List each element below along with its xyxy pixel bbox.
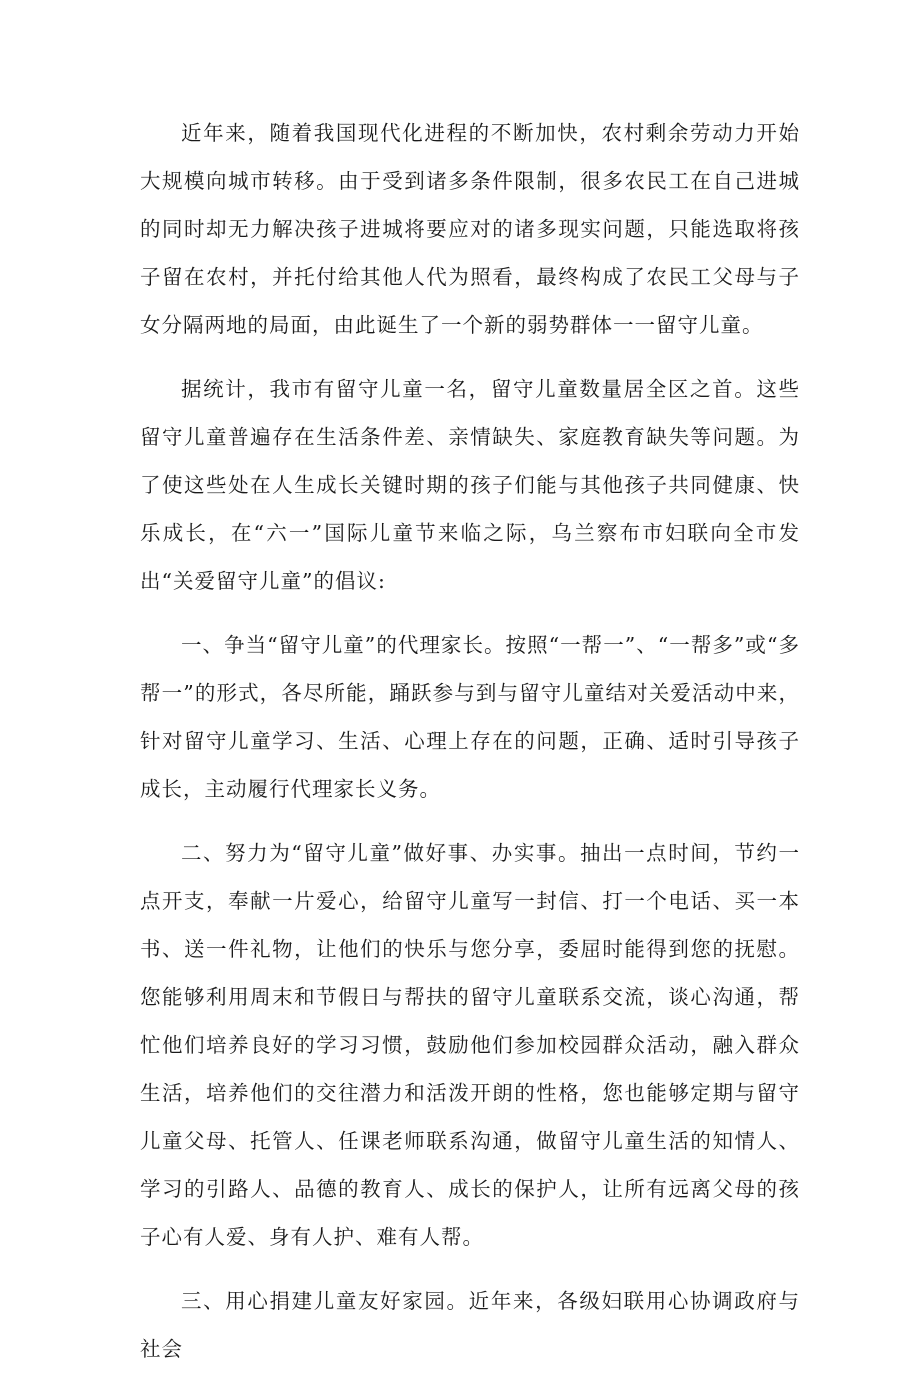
- document-body: [140, 109, 800, 1389]
- paragraph-point-three: 三、用心捐建儿童友好家园。近年来，各级妇联用心协调政府与社会: [140, 1289, 800, 1361]
- paragraph-point-two: 二、努力为“留守儿童”做好事、办实事。抽出一点时间，节约一点开支，奉献一片爱心，给留守儿童写一封信、打一个电话、买一本书、送一件礼物，让他们的快乐与您分享，委屈时能得到您的抚慰。您能够利用周末和节假日与帮扶的留守儿童联系交流，谈心沟通，帮忙他们培养良好的学习习惯，鼓励他们参加校园群众活动，融入群众生活，培养他们的交往潜力和活泼开朗的性格，您也能够定期与留守儿童父母、托管人、任课老师联系沟通，做留守儿童生活的知情人、学习的引路人、品德的教育人、成长的保护人，让所有远离父母的孩子心有人爱、身有人护、难有人帮。: [140, 841, 800, 1249]
- paragraph-statistics: 据统计，我市有留守儿童一名，留守儿童数量居全区之首。这些留守儿童普遍存在生活条件差、亲情缺失、家庭教育缺失等问题。为了使这些处在人生成长关键时期的孩子们能与其他孩子共同健康、快乐成长，在“六一”国际儿童节来临之际，乌兰察布市妇联向全市发出“关爱留守儿童”的倡议:: [140, 377, 800, 593]
- paragraph-intro: 近年来，随着我国现代化进程的不断加快，农村剩余劳动力开始大规模向城市转移。由于受到诸多条件限制，很多农民工在自己进城的同时却无力解决孩子进城将要应对的诸多现实问题，只能选取将孩子留在农村，并托付给其他人代为照看，最终构成了农民工父母与子女分隔两地的局面，由此诞生了一个新的弱势群体一一留守儿童。: [140, 121, 800, 337]
- paragraph-point-one: 一、争当“留守儿童”的代理家长。按照“一帮一”、“一帮多”或“多帮一”的形式，各尽所能，踊跃参与到与留守儿童结对关爱活动中来，针对留守儿童学习、生活、心理上存在的问题，正确、适时引导孩子成长，主动履行代理家长义务。: [140, 633, 800, 801]
